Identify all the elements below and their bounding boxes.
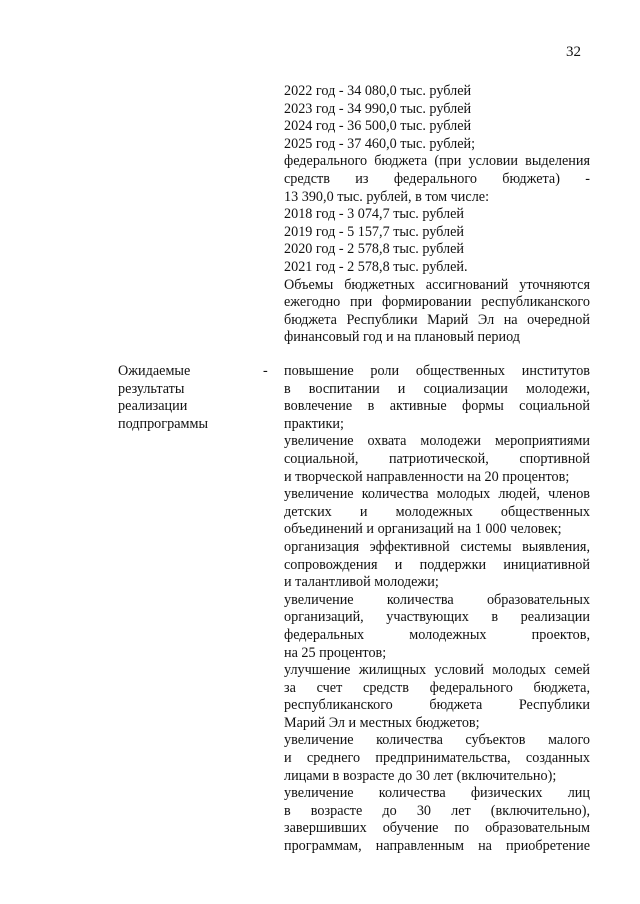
results-text-line: сопровождения и поддержки инициативной	[284, 556, 590, 573]
results-text-line: на 25 процентов;	[284, 644, 387, 661]
results-text-line: за счет средств федерального бюджета,	[284, 679, 590, 696]
section-label-line: реализации	[118, 398, 188, 415]
budget-text-line: федерального бюджета (при условии выделения	[284, 153, 590, 170]
results-text-line: увеличение охвата молодежи мероприятиями	[284, 433, 590, 450]
results-text-line: и среднего предпринимательства, созданных	[284, 750, 590, 767]
section-label-expected-results	[118, 363, 258, 433]
budget-text-line: 13 390,0 тыс. рублей, в том числе:	[284, 188, 490, 205]
section-label-line: Ожидаемые	[118, 363, 191, 379]
budget-text-line: Объемы бюджетных ассигнований уточняются	[284, 276, 590, 293]
results-text-line: организация эффективной системы выявления,	[284, 538, 590, 555]
budget-allocations-text	[284, 83, 590, 347]
section-label-line: подпрограммы	[118, 415, 208, 432]
results-text-line: увеличение количества субъектов малого	[284, 732, 590, 749]
section-label-line: результаты	[118, 380, 185, 397]
results-text-line: социальной, патриотической, спортивной	[284, 450, 590, 467]
results-text-line: программам, направленным на приобретение	[284, 838, 590, 855]
budget-text-line: 2018 год - 3 074,7 тыс. рублей	[284, 206, 464, 223]
results-text-line: республиканского бюджета Республики	[284, 697, 590, 714]
budget-text-line: 2020 год - 2 578,8 тыс. рублей	[284, 241, 464, 258]
results-text-line: повышение роли общественных институтов	[284, 363, 590, 379]
budget-text-line: бюджета Республики Марий Эл на очередной	[284, 311, 590, 328]
results-text-line: вовлечение в активные формы социальной	[284, 398, 590, 415]
page-number: 32	[566, 44, 581, 60]
results-text-line: в воспитании и социализации молодежи,	[284, 380, 590, 397]
results-text-line: детских и молодежных общественных	[284, 503, 590, 520]
budget-text-line: 2023 год - 34 990,0 тыс. рублей	[284, 100, 472, 117]
results-text-line: федеральных молодежных проектов,	[284, 626, 590, 643]
results-text-line: и творческой направленности на 20 процентов;	[284, 468, 570, 485]
budget-text-line: ежегодно при формировании республиканского	[284, 294, 590, 311]
results-text-line: и талантливой молодежи;	[284, 574, 439, 591]
results-text-line: Марий Эл и местных бюджетов;	[284, 714, 480, 731]
budget-text-line: 2019 год - 5 157,7 тыс. рублей	[284, 223, 464, 240]
results-text-line: завершивших обучение по образовательным	[284, 820, 590, 837]
results-text-line: практики;	[284, 415, 344, 432]
results-text-line: организаций, участвующих в реализации	[284, 609, 590, 626]
budget-text-line: 2025 год - 37 460,0 тыс. рублей;	[284, 135, 476, 152]
budget-text-line: финансовый год и на плановый период	[284, 329, 521, 346]
results-text-line: лицами в возрасте до 30 лет (включительно);	[284, 767, 557, 784]
budget-text-line: средств из федерального бюджета) -	[284, 170, 590, 187]
section-dash: -	[263, 363, 268, 379]
budget-text-line: 2022 год - 34 080,0 тыс. рублей	[284, 83, 472, 99]
budget-text-line: 2024 год - 36 500,0 тыс. рублей	[284, 118, 472, 135]
budget-text-line: 2021 год - 2 578,8 тыс. рублей.	[284, 258, 468, 275]
results-text-line: увеличение количества физических лиц	[284, 785, 590, 802]
results-text-line: в возрасте до 30 лет (включительно),	[284, 802, 590, 819]
results-text-line: улучшение жилищных условий молодых семей	[284, 662, 590, 679]
results-text-line: объединений и организаций на 1 000 человек;	[284, 521, 562, 538]
expected-results-text	[284, 363, 590, 856]
results-text-line: увеличение количества молодых людей, членов	[284, 486, 590, 503]
results-text-line: увеличение количества образовательных	[284, 591, 590, 608]
